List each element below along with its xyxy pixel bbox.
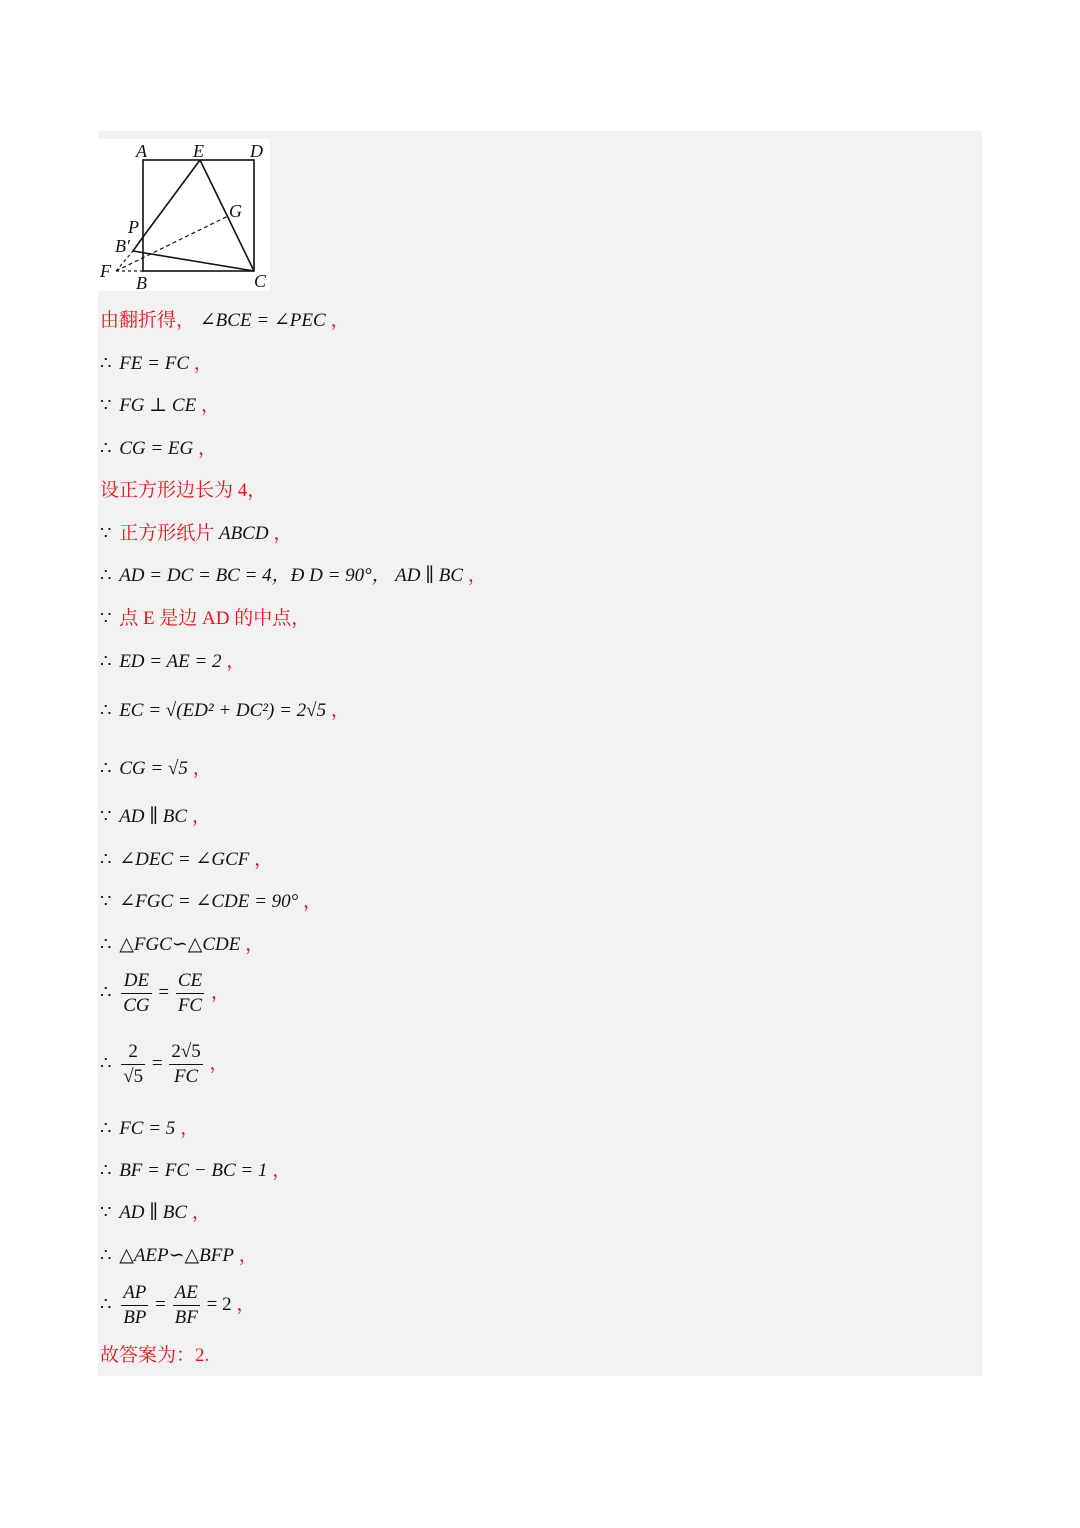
line-expression: ∠DEC = ∠GCF [119, 849, 250, 870]
fraction-denominator: √5 [123, 1066, 144, 1087]
fraction-ap-bp [121, 1281, 148, 1330]
line-expression: FE = FC [119, 353, 190, 374]
solution-line-14 [100, 890, 322, 914]
solution-line-11 [100, 757, 212, 781]
solution-line-17 [100, 1040, 229, 1089]
line-suffix: ， [236, 1293, 256, 1315]
label-b: B [136, 273, 147, 291]
solution-line-19 [100, 1159, 291, 1183]
geometry-figure [98, 139, 270, 291]
because-symbol: ∵ [100, 806, 112, 827]
therefore-symbol: ∴ [100, 1293, 112, 1315]
solution-line-5: 设正方形边长为 4， [100, 480, 267, 501]
solution-line-16 [100, 969, 230, 1018]
solution-line-21 [100, 1244, 258, 1268]
fraction-de-cg [121, 969, 151, 1018]
line-suffix: ， [180, 1118, 200, 1139]
line-expression: △FGC∽△CDE [119, 934, 241, 955]
therefore-symbol: ∴ [100, 1160, 112, 1181]
segment-pb-prime [133, 237, 143, 251]
because-symbol: ∵ [100, 891, 112, 912]
fraction-denominator: BP [123, 1307, 147, 1328]
therefore-symbol: ∴ [100, 934, 112, 955]
fraction-ce-fc [176, 969, 204, 1018]
solution-line-9 [100, 650, 245, 674]
solution-line-2 [100, 352, 213, 376]
fraction-ae-bf [173, 1281, 200, 1330]
therefore-symbol: ∴ [100, 700, 112, 721]
solution-line-18 [100, 1117, 199, 1141]
fraction-numerator: AE [173, 1281, 200, 1306]
square-fold-diagram [98, 139, 270, 291]
line-expression: ABCD [218, 523, 269, 544]
line-suffix: ， [330, 310, 350, 331]
line-expression: CG = √5 [119, 758, 188, 779]
fraction-denominator: CG [123, 995, 150, 1016]
because-symbol: ∵ [100, 523, 112, 544]
label-p: P [128, 217, 139, 237]
line-suffix: ， [226, 651, 246, 672]
line-expression: ∠BCE = ∠PEC [199, 310, 326, 331]
therefore-symbol: ∴ [100, 651, 112, 672]
fraction-numerator: 2 [121, 1040, 145, 1065]
because-symbol: ∵ [100, 395, 112, 416]
line-suffix: ， [193, 353, 213, 374]
because-symbol: ∵ [100, 608, 112, 629]
line-expression: BF = FC − BC = 1 [119, 1160, 268, 1181]
fraction-numerator: CE [176, 969, 204, 994]
line-suffix: ， [254, 849, 274, 870]
solution-line-6 [100, 522, 292, 546]
label-e: E [193, 141, 204, 161]
line-expression: AD = DC = BC = 4，Ð D = 90°， AD ∥ BC [119, 565, 464, 586]
fraction-2sqrt5-fc [169, 1040, 202, 1089]
line-tail: = 2 [206, 1293, 232, 1315]
solution-line-7 [100, 564, 487, 588]
fraction-numerator: 2√5 [169, 1040, 202, 1065]
therefore-symbol: ∴ [100, 565, 112, 586]
therefore-symbol: ∴ [100, 353, 112, 374]
fraction-denominator: FC [173, 1066, 199, 1087]
line-suffix: ， [272, 1160, 292, 1181]
line-expression: ∠FGC = ∠CDE = 90° [119, 891, 299, 912]
solution-line-22 [100, 1281, 255, 1330]
line-suffix: ， [209, 1052, 229, 1074]
therefore-symbol: ∴ [100, 1118, 112, 1139]
segment-ep [143, 160, 200, 237]
line-suffix: ， [198, 438, 218, 459]
fraction-numerator: DE [121, 969, 151, 994]
line-expression: ED = AE = 2 [119, 651, 222, 672]
therefore-symbol: ∴ [100, 1245, 112, 1266]
label-d: D [250, 141, 263, 161]
fraction-2-sqrt5 [121, 1040, 145, 1089]
line-suffix: ， [238, 1245, 258, 1266]
label-b-prime: B′ [115, 236, 130, 256]
line-text: 点 E 是边 AD 的中点， [119, 608, 311, 629]
solution-panel [98, 131, 982, 1376]
line-suffix: ， [192, 758, 212, 779]
solution-line-15 [100, 933, 264, 957]
therefore-symbol: ∴ [100, 849, 112, 870]
line-suffix: ， [210, 981, 230, 1003]
line-suffix: ， [467, 565, 487, 586]
line-expression: CG = EG [119, 438, 194, 459]
line-text: 正方形纸片 [119, 523, 215, 544]
solution-line-1 [100, 309, 349, 333]
therefore-symbol: ∴ [100, 438, 112, 459]
line-suffix: ， [200, 395, 220, 416]
line-expression: AD ∥ BC [119, 1202, 188, 1223]
label-f: F [100, 261, 111, 281]
line-expression: EC = √(ED² + DC²) = 2√5 [119, 700, 327, 721]
fraction-denominator: FC [177, 995, 203, 1016]
label-a: A [136, 141, 147, 161]
therefore-symbol: ∴ [100, 758, 112, 779]
line-expression: FG ⊥ CE [119, 395, 197, 416]
segment-b-prime-c [133, 251, 254, 271]
segment-ec [200, 160, 254, 271]
solution-line-4 [100, 437, 217, 461]
line-expression: △AEP∽△BFP [119, 1245, 234, 1266]
equals-sign: = [151, 1052, 163, 1074]
line-expression: FC = 5 [119, 1118, 176, 1139]
because-symbol: ∵ [100, 1202, 112, 1223]
fraction-numerator: AP [121, 1281, 148, 1306]
answer-line: 故答案为：2. [100, 1345, 210, 1366]
therefore-symbol: ∴ [100, 1052, 112, 1074]
line-suffix: ， [191, 806, 211, 827]
solution-line-8 [100, 607, 310, 631]
line-suffix: ， [303, 891, 323, 912]
line-suffix: ， [245, 934, 265, 955]
label-g: G [229, 201, 242, 221]
line-expression: AD ∥ BC [119, 806, 188, 827]
line-suffix: ， [273, 523, 293, 544]
line-suffix: ， [330, 700, 350, 721]
line-prefix: 由翻折得， [100, 310, 196, 331]
solution-line-10 [100, 699, 350, 723]
label-c: C [254, 271, 267, 291]
solution-line-12 [100, 805, 211, 829]
line-suffix: ， [191, 1202, 211, 1223]
solution-line-3 [100, 394, 220, 418]
equals-sign: = [158, 981, 170, 1003]
solution-line-20 [100, 1201, 211, 1225]
solution-line-13 [100, 848, 273, 872]
equals-sign: = [155, 1293, 166, 1315]
fraction-denominator: BF [174, 1307, 198, 1328]
therefore-symbol: ∴ [100, 981, 112, 1003]
